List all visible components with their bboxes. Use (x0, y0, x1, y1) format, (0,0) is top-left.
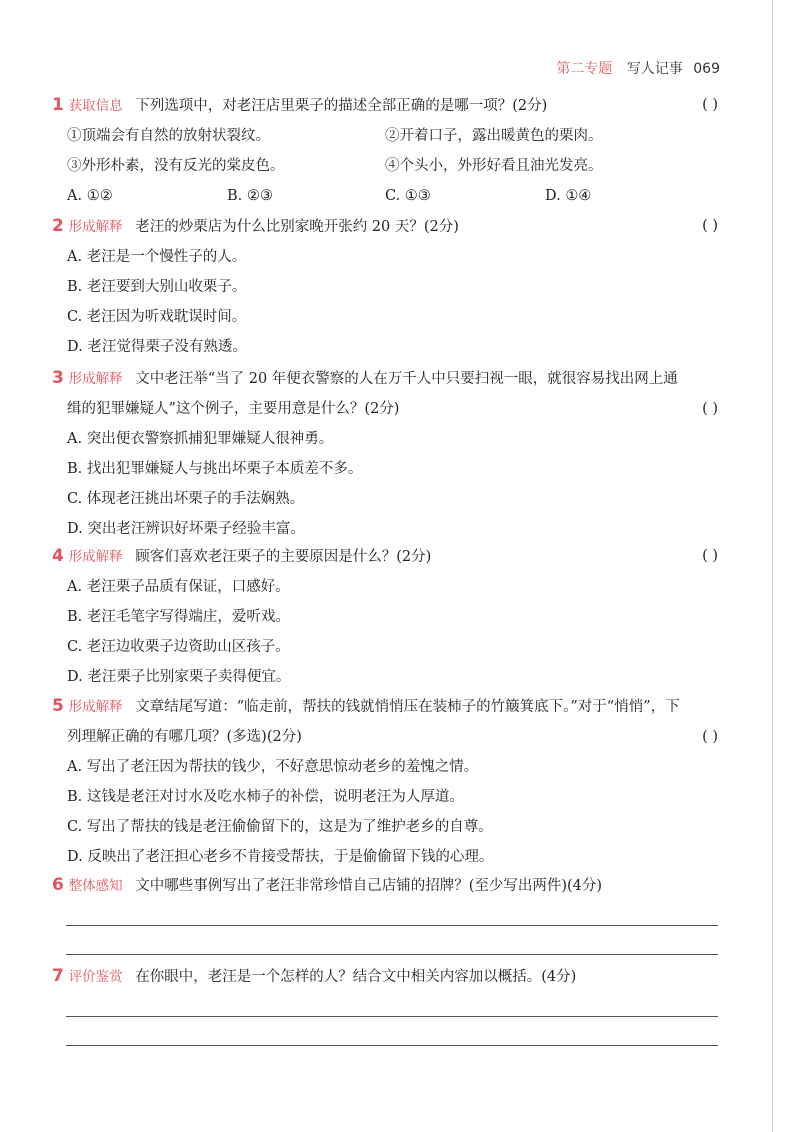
question-number: 4 (52, 546, 64, 566)
statement-4: ④个头小，外形好看且油光发亮。 (385, 158, 603, 174)
section-title: 第二专题 (556, 61, 613, 77)
option-b[interactable]: B. 老汪毛笔字写得端庄，爱听戏。 (67, 609, 290, 625)
question-7 (52, 961, 718, 1046)
question-number: 1 (52, 95, 64, 115)
question-stem (52, 211, 718, 242)
question-2 (52, 211, 718, 362)
option-b[interactable]: B. 老汪要到大别山收栗子。 (67, 279, 247, 295)
question-tag: 形成解释 (68, 549, 123, 565)
question-tag: 形成解释 (68, 371, 123, 387)
option-c[interactable]: C. 老汪因为听戏耽误时间。 (67, 309, 247, 325)
statement-row (52, 151, 718, 181)
statement-row (52, 121, 718, 151)
answer-parentheses[interactable]: ( ) (702, 548, 718, 564)
option-c[interactable]: C. 写出了帮扶的钱是老汪偷偷留下的，这是为了维护老乡的自尊。 (67, 819, 493, 835)
page-number: 069 (693, 61, 720, 77)
question-stem (52, 691, 718, 722)
option-a[interactable]: A. 写出了老汪因为帮扶的钱少，不好意思惊动老乡的羞愧之情。 (67, 759, 479, 775)
question-number: 3 (52, 368, 64, 388)
question-text: 下列选项中，对老汪店里栗子的描述全部正确的是哪一项？(2分) (135, 98, 548, 114)
statement-2: ②开着口子，露出暖黄色的栗肉。 (385, 128, 603, 144)
answer-parentheses[interactable]: ( ) (702, 401, 718, 417)
option-c[interactable]: C. 体现老汪挑出坏栗子的手法娴熟。 (67, 491, 305, 507)
option-b[interactable]: B. 这钱是老汪对讨水及吃水柿子的补偿，说明老汪为人厚道。 (67, 789, 464, 805)
question-3 (52, 363, 718, 544)
question-number: 2 (52, 216, 64, 236)
question-text: 在你眼中，老汪是一个怎样的人？结合文中相关内容加以概括。(4分) (135, 969, 577, 985)
topic-title: 写人记事 (626, 61, 683, 77)
question-stem-continued (52, 722, 718, 752)
option-row (52, 181, 718, 211)
option-a[interactable]: A. 老汪是一个慢性子的人。 (67, 249, 247, 265)
question-6 (52, 870, 718, 955)
answer-line[interactable] (66, 1045, 718, 1046)
question-text: 老汪的炒栗店为什么比别家晚开张约 20 天？(2分) (135, 219, 459, 235)
answer-parentheses[interactable]: ( ) (702, 97, 718, 113)
question-tag: 形成解释 (68, 219, 123, 235)
question-text: 文章结尾写道：“临走前，帮扶的钱就悄悄压在装柿子的竹簸箕底下。”对于“悄悄”，下 (135, 699, 680, 715)
question-tag: 整体感知 (68, 878, 123, 894)
option-d[interactable]: D. 反映出了老汪担心老乡不肯接受帮扶，于是偷偷留下钱的心理。 (67, 849, 494, 865)
question-text-2: 缉的犯罪嫌疑人”这个例子，主要用意是什么？(2分) (67, 401, 400, 417)
question-text: 文中老汪举“当了 20 年便衣警察的人在万千人中只要扫视一眼，就很容易找出网上通 (135, 371, 678, 387)
question-tag: 评价鉴赏 (68, 969, 123, 985)
question-text: 文中哪些事例写出了老汪非常珍惜自己店铺的招牌？(至少写出两件)(4分) (135, 878, 603, 894)
answer-line[interactable] (66, 925, 718, 926)
question-5 (52, 691, 718, 872)
option-d[interactable]: D. 老汪栗子比别家栗子卖得便宜。 (67, 669, 291, 685)
page-header (556, 58, 720, 78)
option-b[interactable]: B. 找出犯罪嫌疑人与挑出坏栗子本质差不多。 (67, 461, 363, 477)
question-text-2: 列理解正确的有哪几项？(多选)(2分) (67, 729, 302, 745)
option-d[interactable]: D. ①④ (545, 188, 592, 204)
question-tag: 获取信息 (68, 98, 123, 114)
page-edge (772, 0, 773, 1132)
option-a[interactable]: A. ①② (67, 188, 113, 204)
option-c[interactable]: C. ①③ (385, 188, 431, 204)
answer-parentheses[interactable]: ( ) (702, 218, 718, 234)
statement-1: ①顶端会有自然的放射状裂纹。 (67, 128, 270, 144)
option-d[interactable]: D. 突出老汪辨识好坏栗子经验丰富。 (67, 521, 305, 537)
question-stem-continued (52, 394, 718, 424)
option-a[interactable]: A. 突出便衣警察抓捕犯罪嫌疑人很神勇。 (67, 431, 334, 447)
option-b[interactable]: B. ②③ (227, 188, 273, 204)
question-text: 顾客们喜欢老汪栗子的主要原因是什么？(2分) (135, 549, 432, 565)
question-stem (52, 541, 718, 572)
option-c[interactable]: C. 老汪边收栗子边资助山区孩子。 (67, 639, 290, 655)
option-a[interactable]: A. 老汪栗子品质有保证，口感好。 (67, 579, 290, 595)
statement-3: ③外形朴素，没有反光的棠皮色。 (67, 158, 285, 174)
answer-line[interactable] (66, 954, 718, 955)
answer-line[interactable] (66, 1016, 718, 1017)
question-stem (52, 870, 718, 901)
question-stem (52, 363, 718, 394)
option-d[interactable]: D. 老汪觉得栗子没有熟透。 (67, 339, 247, 355)
question-number: 6 (52, 875, 64, 895)
question-number: 5 (52, 696, 64, 716)
question-stem (52, 90, 718, 121)
question-stem (52, 961, 718, 992)
question-number: 7 (52, 966, 64, 986)
answer-parentheses[interactable]: ( ) (702, 729, 718, 745)
question-tag: 形成解释 (68, 699, 123, 715)
question-1 (52, 90, 718, 211)
question-4 (52, 541, 718, 692)
